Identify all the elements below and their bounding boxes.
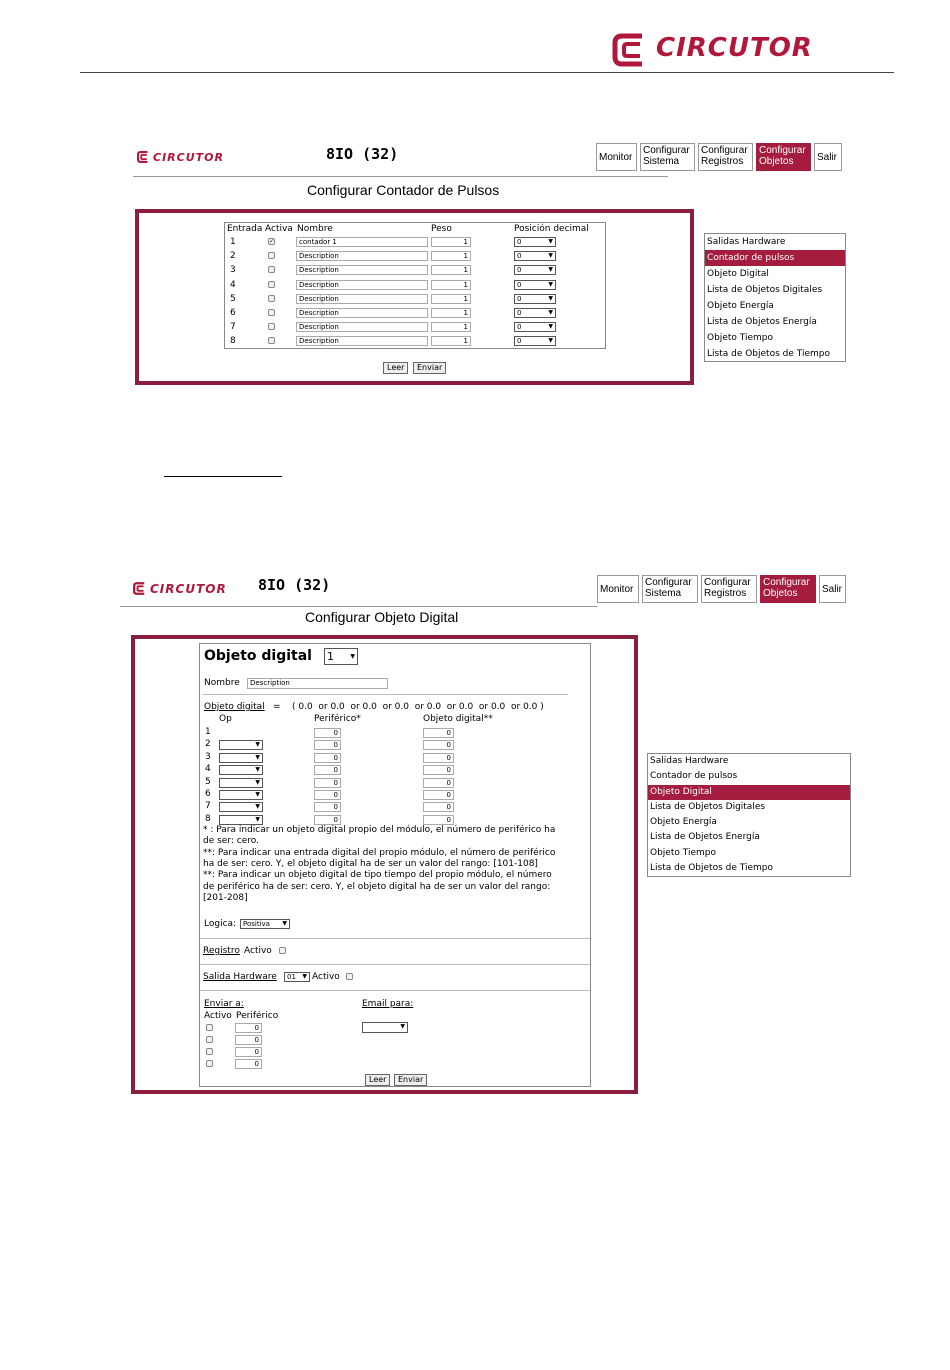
col-activa: Activa (265, 224, 293, 234)
logica-label: Logica: (204, 919, 237, 929)
posicion-decimal-select[interactable] (514, 251, 556, 261)
posicion-decimal-value: 0 (517, 266, 522, 275)
op-select[interactable] (219, 765, 263, 775)
row-number: 6 (205, 789, 211, 799)
chevron-down-icon: ▼ (255, 741, 260, 749)
object-number-value: 1 (327, 650, 334, 663)
periferico-input[interactable]: 0 (314, 765, 341, 775)
menu-item[interactable]: Objeto Digital (648, 785, 850, 800)
chevron-down-icon: ▼ (255, 791, 260, 798)
activa-checkbox[interactable] (268, 281, 275, 288)
activa-checkbox[interactable] (268, 295, 275, 302)
page-title: Configurar Objeto Digital (305, 609, 459, 625)
op-select[interactable] (219, 802, 263, 812)
divider (202, 694, 568, 695)
row-number: 1 (205, 727, 211, 737)
menu-item[interactable]: Lista de Objetos de Tiempo (707, 349, 830, 359)
col-posicion-decimal: Posición decimal (514, 224, 589, 234)
nav-configurar-objetos[interactable]: Configurar Objetos (756, 143, 811, 171)
header-divider (80, 72, 894, 73)
formula-label[interactable]: Objeto digital (204, 702, 265, 712)
leer-button[interactable]: Leer (365, 1074, 390, 1086)
peso-input[interactable]: 1 (431, 251, 471, 261)
periferico-input[interactable]: 0 (314, 728, 341, 738)
help-note-line: de periférico ha de ser: cero. Y, el objeto digital ha de ser un valor del rango: (203, 881, 551, 892)
posicion-decimal-value: 0 (517, 337, 522, 346)
row-number: 3 (205, 751, 211, 762)
periferico-input[interactable]: 0 (314, 815, 341, 825)
send-periferico-input[interactable]: 0 (235, 1035, 262, 1045)
help-note-line: **: Para indicar un objeto digital de tipo tiempo del propio módulo, el número (203, 870, 552, 881)
registro-link[interactable]: Registro (203, 946, 240, 956)
menu-item[interactable]: Contador de pulsos (650, 771, 738, 782)
chevron-down-icon: ▼ (548, 238, 553, 245)
row-number: 5 (205, 776, 211, 787)
peso-input[interactable]: 1 (431, 280, 471, 290)
posicion-decimal-select[interactable] (514, 265, 556, 275)
help-note-line: [201-208] (203, 892, 248, 903)
form-heading: Objeto digital (204, 648, 312, 664)
peso-input[interactable]: 1 (431, 294, 471, 304)
send-activo-checkbox[interactable] (206, 1060, 213, 1067)
menu-item[interactable]: Objeto Digital (707, 269, 769, 279)
nombre-input[interactable]: Description (296, 251, 428, 261)
nav-configurar-objetos[interactable]: Configurar Objetos (760, 575, 816, 603)
objeto-digital-input[interactable]: 0 (423, 802, 454, 812)
objects-menu (647, 753, 851, 877)
email-para-label: Email para: (362, 999, 414, 1009)
peso-input[interactable]: 1 (431, 237, 471, 247)
chevron-down-icon: ▼ (255, 778, 260, 786)
activa-checkbox[interactable] (268, 323, 275, 330)
op-select[interactable] (219, 815, 263, 825)
doc-underline (164, 476, 282, 477)
nav-configurar-sistema[interactable]: Configurar Sistema (642, 575, 698, 603)
help-note-line: ha de ser: cero. Y, el objeto digital ha de ser un valor del rango: [101-108] (203, 858, 538, 869)
page-title: Configurar Contador de Pulsos (307, 182, 500, 198)
op-select[interactable] (219, 778, 263, 788)
nav-monitor[interactable]: Monitor (597, 575, 639, 603)
objeto-digital-input[interactable]: 0 (423, 815, 454, 825)
posicion-decimal-value: 0 (517, 323, 522, 332)
col-entrada: Entrada (227, 224, 263, 234)
brand-name: CIRCUTOR (656, 33, 813, 63)
posicion-decimal-value: 0 (517, 280, 522, 289)
menu-item[interactable]: Lista de Objetos Digitales (707, 285, 823, 295)
row-number: 4 (205, 764, 211, 775)
brand-name: CIRCUTOR (150, 582, 227, 596)
device-title: 8IO (32) (326, 145, 399, 163)
objeto-digital-input[interactable]: 0 (423, 728, 454, 738)
nav-configurar-sistema[interactable]: Configurar Sistema (640, 143, 695, 171)
registro-activo-label: Activo (244, 946, 272, 956)
salida-hardware-value: 01 (287, 973, 296, 981)
logica-value: Positiva (243, 920, 270, 928)
chevron-down-icon: ▼ (548, 309, 553, 316)
chevron-down-icon: ▼ (302, 973, 307, 980)
row-number: 2 (230, 251, 236, 262)
send-periferico-input[interactable]: 0 (235, 1059, 262, 1069)
objeto-digital-input[interactable]: 0 (423, 765, 454, 775)
divider (200, 990, 590, 991)
peso-input[interactable]: 1 (431, 336, 471, 346)
chevron-down-icon: ▼ (255, 803, 260, 811)
periferico-input[interactable]: 0 (314, 802, 341, 812)
brand-name: CIRCUTOR (153, 151, 224, 164)
menu-item[interactable]: Lista de Objetos de Tiempo (650, 863, 773, 874)
chevron-down-icon: ▼ (548, 337, 553, 345)
activa-checkbox[interactable] (268, 337, 275, 344)
row-number: 7 (230, 322, 236, 333)
object-number-select[interactable] (324, 648, 358, 665)
divider (200, 964, 590, 965)
enviar-button[interactable]: Enviar (394, 1074, 427, 1086)
nav-monitor[interactable]: Monitor (596, 143, 637, 171)
chevron-down-icon: ▼ (548, 252, 553, 260)
objeto-digital-input[interactable]: 0 (423, 778, 454, 788)
posicion-decimal-value: 0 (517, 294, 522, 303)
chevron-down-icon: ▼ (548, 280, 553, 288)
posicion-decimal-select[interactable] (514, 280, 556, 290)
nombre-input[interactable]: Description (296, 322, 428, 332)
op-select[interactable] (219, 753, 263, 763)
row-number: 3 (230, 265, 236, 276)
col-periferico-envio: Periférico (236, 1011, 279, 1021)
registro-activo-checkbox[interactable] (279, 947, 286, 954)
posicion-decimal-select[interactable] (514, 308, 556, 318)
chevron-down-icon: ▼ (350, 653, 355, 660)
chevron-down-icon: ▼ (282, 920, 287, 927)
chevron-down-icon: ▼ (255, 753, 260, 761)
nav-configurar-registros[interactable]: Configurar Registros (701, 575, 757, 603)
activa-checkbox[interactable] (268, 266, 275, 273)
nombre-label: Nombre (204, 678, 240, 688)
periferico-input[interactable]: 0 (314, 790, 341, 800)
peso-input[interactable]: 1 (431, 322, 471, 332)
nav-salir[interactable]: Salir (814, 143, 842, 171)
objeto-digital-input[interactable]: 0 (423, 790, 454, 800)
leer-button[interactable]: Leer (383, 362, 408, 374)
salida-activo-label: Activo (312, 972, 340, 982)
peso-input[interactable]: 1 (431, 265, 471, 275)
send-activo-checkbox[interactable] (206, 1024, 213, 1031)
salida-activo-checkbox[interactable] (346, 973, 353, 980)
menu-item[interactable]: Objeto Energía (650, 817, 717, 828)
send-activo-checkbox[interactable] (206, 1048, 213, 1055)
objects-menu (704, 233, 846, 362)
col-peso: Peso (431, 224, 452, 234)
help-note-line: de ser: cero. (203, 836, 259, 847)
op-select[interactable] (219, 790, 263, 800)
chevron-down-icon: ▼ (400, 1023, 405, 1030)
nombre-input[interactable]: Description (296, 336, 428, 346)
op-select[interactable] (219, 740, 263, 750)
nombre-input[interactable]: Description (296, 280, 428, 290)
row-number: 2 (205, 739, 211, 750)
posicion-decimal-select[interactable] (514, 336, 556, 346)
chevron-down-icon: ▼ (548, 294, 553, 302)
nombre-input[interactable]: Description (296, 265, 428, 275)
send-periferico-input[interactable]: 0 (235, 1047, 262, 1057)
title-divider (120, 606, 597, 607)
email-select[interactable] (362, 1022, 408, 1033)
posicion-decimal-select[interactable] (514, 237, 556, 247)
help-note-line: * : Para indicar un objeto digital propio del módulo, el número de periférico ha (203, 825, 556, 835)
menu-item[interactable]: Lista de Objetos Energía (707, 317, 817, 327)
posicion-decimal-value: 0 (517, 309, 522, 317)
circutor-logo-icon (133, 581, 148, 596)
posicion-decimal-value: 0 (517, 238, 522, 246)
menu-item[interactable]: Contador de pulsos (705, 250, 845, 266)
help-note-line: **: Para indicar una entrada digital del propio módulo, el número de periférico (203, 847, 556, 858)
chevron-down-icon: ▼ (548, 266, 553, 274)
menu-item[interactable]: Objeto Tiempo (707, 333, 773, 343)
row-number: 8 (230, 336, 236, 347)
chevron-down-icon: ▼ (548, 323, 553, 331)
send-activo-checkbox[interactable] (206, 1036, 213, 1043)
menu-item[interactable]: Lista de Objetos Energía (650, 832, 760, 843)
salida-hardware-select[interactable] (284, 972, 310, 982)
menu-item[interactable]: Objeto Tiempo (650, 847, 716, 858)
menu-item[interactable]: Salidas Hardware (707, 237, 786, 247)
posicion-decimal-value: 0 (517, 252, 522, 261)
posicion-decimal-select[interactable] (514, 294, 556, 304)
col-nombre: Nombre (297, 224, 333, 234)
send-periferico-input[interactable]: 0 (235, 1023, 262, 1033)
chevron-down-icon: ▼ (255, 766, 260, 774)
objeto-digital-input[interactable]: 0 (423, 740, 454, 750)
chevron-down-icon: ▼ (255, 815, 260, 823)
row-number: 1 (230, 237, 236, 247)
nombre-input[interactable]: Description (296, 294, 428, 304)
menu-item[interactable]: Objeto Energía (707, 301, 774, 311)
menu-item[interactable]: Lista de Objetos Digitales (650, 801, 766, 812)
periferico-input[interactable]: 0 (314, 778, 341, 788)
menu-item[interactable]: Salidas Hardware (650, 756, 729, 766)
nombre-input[interactable]: Description (247, 678, 388, 689)
circutor-logo-icon (612, 32, 652, 68)
col-objeto-digital: Objeto digital** (423, 714, 493, 724)
enviar-button[interactable]: Enviar (413, 362, 446, 374)
activa-checkbox[interactable] (268, 309, 275, 316)
objeto-digital-input[interactable]: 0 (423, 753, 454, 763)
logica-select[interactable] (240, 919, 290, 929)
row-number: 8 (205, 813, 211, 824)
row-number: 5 (230, 293, 236, 304)
activa-checkbox[interactable] (268, 252, 275, 259)
col-periferico: Periférico* (314, 714, 361, 724)
posicion-decimal-select[interactable] (514, 322, 556, 332)
device-title: 8IO (32) (258, 576, 331, 594)
salida-hardware-link[interactable]: Salida Hardware (203, 972, 277, 982)
col-op: Op (219, 714, 232, 724)
circutor-logo-icon (137, 150, 151, 164)
activa-checkbox[interactable]: ✓ (269, 238, 275, 245)
peso-input[interactable]: 1 (431, 308, 471, 318)
nav-configurar-registros[interactable]: Configurar Registros (698, 143, 753, 171)
row-number: 6 (230, 308, 236, 318)
title-divider (133, 176, 668, 177)
row-number: 7 (205, 801, 211, 812)
formula-text: = ( 0.0 or 0.0 or 0.0 or 0.0 or 0.0 or 0.0 or 0.0 or 0.0 ) (273, 702, 544, 712)
row-number: 4 (230, 279, 236, 290)
enviar-a-label: Enviar a: (204, 999, 244, 1009)
nombre-input[interactable]: contador 1 (296, 237, 428, 247)
nav-salir[interactable]: Salir (819, 575, 846, 603)
divider (200, 938, 590, 939)
periferico-input[interactable]: 0 (314, 753, 341, 763)
col-activo: Activo (204, 1011, 232, 1021)
nombre-input[interactable]: Description (296, 308, 428, 318)
periferico-input[interactable]: 0 (314, 740, 341, 750)
